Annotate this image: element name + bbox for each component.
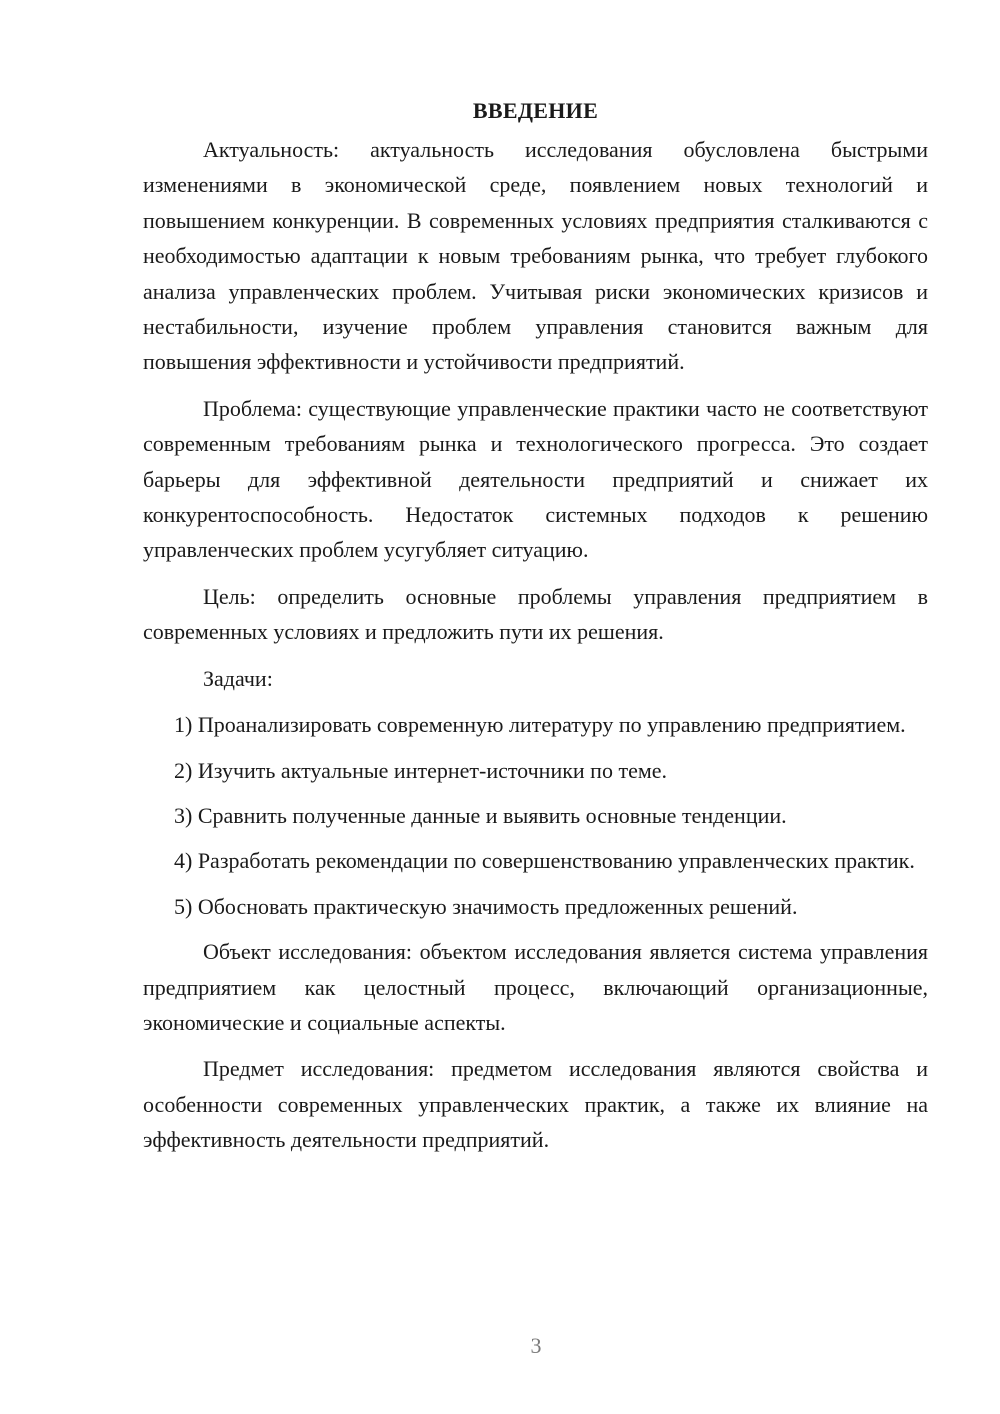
page-number: 3 [530,1333,542,1358]
document-page [143,93,928,1169]
section-title: ВВЕДЕНИЕ [472,98,599,123]
paragraph-problem: Проблема: существующие управленческие практики часто не соответствуют современным требованиям рынка и технологического прогресса. Это создает барьеры для эффективной деятельности предприятий и снижает их конкурентоспособность. Недостаток системных подходов к решению управленческих проблем усугубляет ситуацию. [143,395,928,563]
paragraph-subject: Предмет исследования: предметом исследования являются свойства и особенности современных управленческих практик, а также их влияние на эффективность деятельности предприятий. [143,1056,928,1153]
tasks-heading: Задачи: [203,665,273,691]
paragraph-relevance: Актуальность: актуальность исследования обусловлена быстрыми изменениями в экономической среде, появлением новых технологий и повышением конкуренции. В современных условиях предприятия сталкиваются с необходимостью адаптации к новым требованиям рынка, что требует глубокого анализа управленческих проблем. Учитывая риски экономических кризисов и нестабильности, изучение проблем управления становится важным для повышения эффективности и устойчивости предприятий. [143,137,928,375]
paragraph-object: Объект исследования: объектом исследования является система управления предприятием как целостный процесс, включающий организационные, экономические и социальные аспекты. [143,939,928,1035]
task-item: 3) Сравнить полученные данные и выявить основные тенденции. [174,802,787,828]
task-item: 4) Разработать рекомендации по совершенствованию управленческих практик. [174,848,915,874]
task-item: 5) Обосновать практическую значимость предложенных решений. [174,893,798,919]
paragraph-goal: Цель: определить основные проблемы управления предприятием в современных условиях и предложить пути их решения. [143,583,928,645]
task-item: 1) Проанализировать современную литературу по управлению предприятием. [174,712,906,738]
task-item: 2) Изучить актуальные интернет-источники по теме. [174,757,668,783]
